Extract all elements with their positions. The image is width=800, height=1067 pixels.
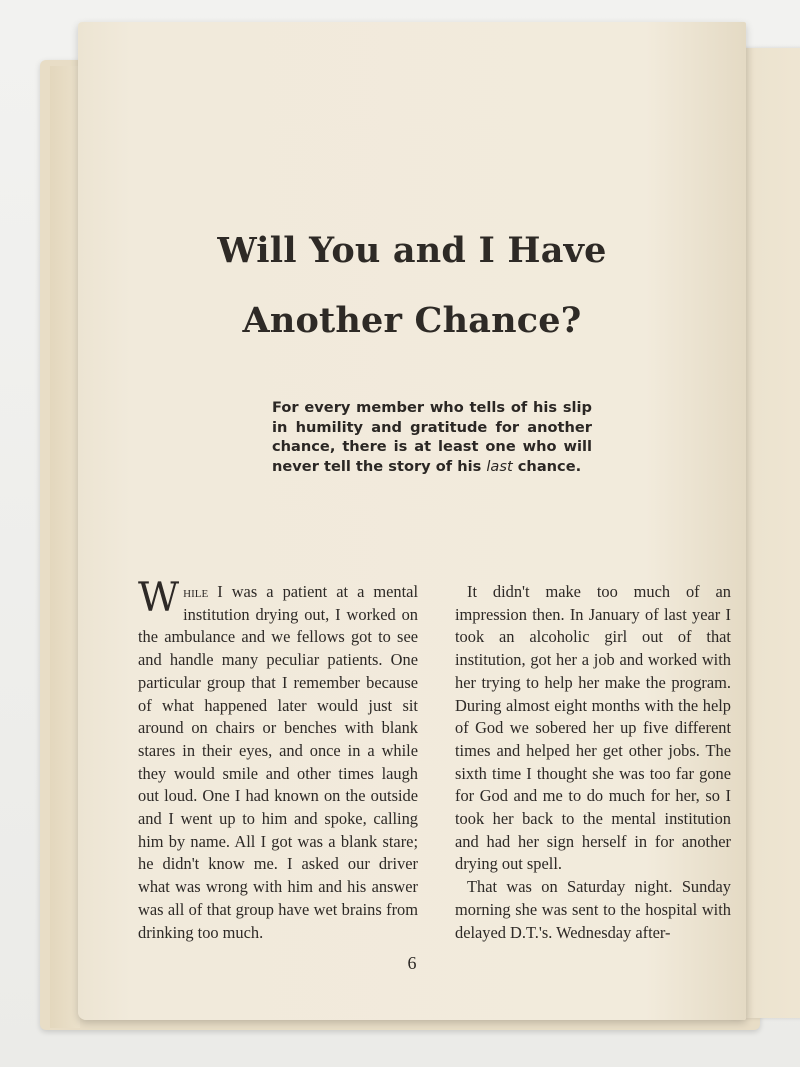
column-right: [455, 581, 731, 944]
page-edge: [50, 66, 80, 1028]
body-paragraph-3: That was on Saturday night. Sunday morning she was sent to the hospital with delayed D.T.'s. Wednesday after-: [455, 877, 731, 942]
body-text-1: I was a patient at a mental institution drying out, I worked on the ambulance and we fellows got to see and handle many peculiar patients. One particular group that I remember because of what happened later would just sit around on chairs or benches with blank stares in their eyes, and once in a while they would smile and other times laugh out loud. One I had known on the outside and I went up to him and spoke, calling him by name. All I got was a blank stare; he didn't know me. I asked our driver what was wrong with him and his answer was all of that group have wet brains from drinking too much.: [138, 582, 418, 942]
drop-cap: W: [138, 575, 180, 621]
page-number: 6: [407, 953, 417, 973]
body-paragraph-2: It didn't make too much of an impression then. In January of last year I took an alcoholic girl out of that institution, got her a job and worked with her trying to help her make the program. During almost eight months with the help of God we sobered her up five different times and helped her get other jobs. The sixth time I thought she was too far gone for God and me to do much for her, so I took her back to the mental institution and had her sign herself in for another drying out spell.: [455, 582, 731, 874]
intro-italic: last: [486, 457, 513, 475]
body-paragraph-1: [138, 575, 418, 944]
intro-text-2: chance.: [512, 457, 582, 475]
lead-smallcaps: hile: [183, 582, 209, 601]
intro-text-1: For every member who tells of his slip in humility and gratitude for another chance, there is at least one who will never tell the story of his: [272, 399, 592, 475]
intro-paragraph: [272, 398, 592, 476]
title-line-2: Another Chance?: [242, 300, 582, 341]
column-left: [138, 575, 418, 944]
title-line-1: Will You and I Have: [217, 230, 607, 271]
